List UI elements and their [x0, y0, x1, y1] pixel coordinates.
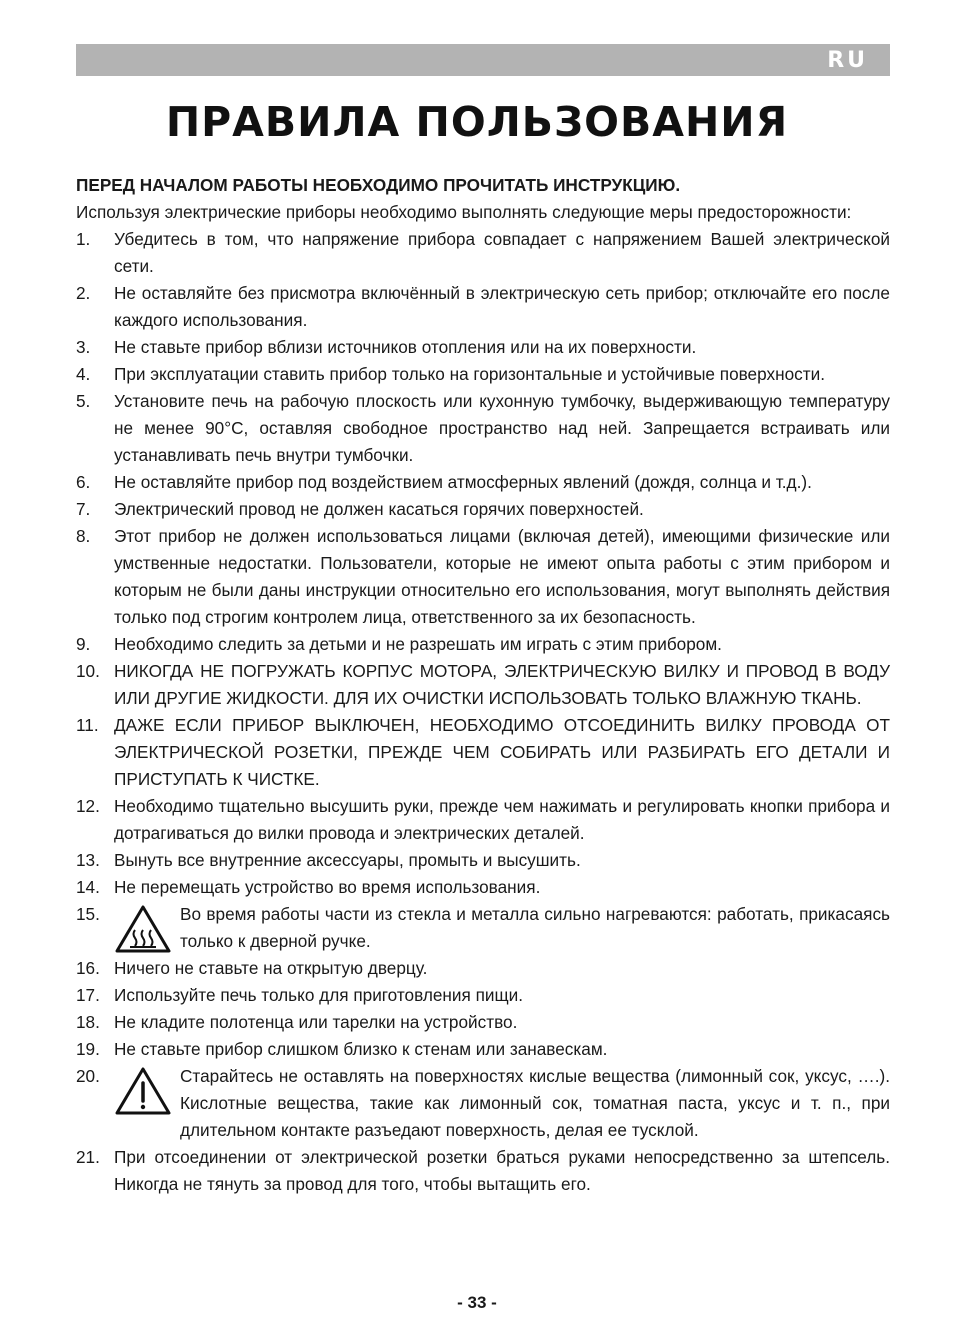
list-item	[76, 874, 890, 901]
list-item	[76, 1144, 890, 1198]
list-item-number: 12.	[76, 796, 100, 816]
header-bar	[76, 44, 890, 76]
list-item-number: 10.	[76, 661, 100, 681]
list-item	[76, 847, 890, 874]
list-item-number: 4.	[76, 364, 91, 384]
list-item-number: 1.	[76, 229, 91, 249]
list-item-number: 11.	[76, 715, 99, 735]
list-item-number: 15.	[76, 904, 100, 924]
list-item	[76, 793, 890, 847]
warning-icon	[114, 1066, 174, 1116]
list-item	[76, 1063, 890, 1144]
subheading: ПЕРЕД НАЧАЛОМ РАБОТЫ НЕОБХОДИМО ПРОЧИТАТЬ ИНСТРУКЦИЮ.	[76, 175, 681, 195]
list-item-text: Необходимо тщательно высушить руки, прежде чем нажимать и регулировать кнопки прибора и дотрагиваться до вилки провода и электрических деталей.	[114, 796, 890, 843]
list-item-number: 8.	[76, 526, 91, 546]
list-item-number: 3.	[76, 337, 91, 357]
list-item-number: 6.	[76, 472, 91, 492]
list-item-text: ДАЖЕ ЕСЛИ ПРИБОР ВЫКЛЮЧЕН, НЕОБХОДИМО ОТСОЕДИНИТЬ ВИЛКУ ПРОВОДА ОТ ЭЛЕКТРИЧЕСКОЙ РОЗЕТКИ, ПРЕЖДЕ ЧЕМ СОБИРАТЬ ИЛИ РАЗБИРАТЬ ЕГО ДЕТАЛИ И ПРИСТУПАТЬ К ЧИСТКЕ.	[114, 715, 890, 789]
list-item	[76, 523, 890, 631]
page-number: - 33 -	[457, 1293, 497, 1312]
list-item	[76, 901, 890, 955]
list-item	[76, 631, 890, 658]
list-item	[76, 361, 890, 388]
list-item-number: 18.	[76, 1012, 100, 1032]
list-item	[76, 658, 890, 712]
list-item	[76, 982, 890, 1009]
list-item-text: Не ставьте прибор слишком близко к стенам или занавескам.	[114, 1039, 608, 1059]
list-item	[76, 955, 890, 982]
list-item-text: Ничего не ставьте на открытую дверцу.	[114, 958, 428, 978]
list-item	[76, 280, 890, 334]
list-item-text: Не перемещать устройство во время использования.	[114, 877, 541, 897]
list-item-text: При отсоединении от электрической розетки браться руками непосредственно за штепсель. Никогда не тянуть за провод для того, чтобы вытащить его.	[114, 1147, 890, 1194]
list-item-text: Во время работы части из стекла и металла сильно нагреваются: работать, прикасаясь только к дверной ручке.	[180, 904, 890, 951]
page-title: ПРАВИЛА ПОЛЬЗОВАНИЯ	[165, 98, 789, 146]
list-item-number: 17.	[76, 985, 100, 1005]
list-item	[76, 226, 890, 280]
list-item-number: 7.	[76, 499, 91, 519]
list-item-text: Вынуть все внутренние аксессуары, промыть и высушить.	[114, 850, 581, 870]
hot-surface-icon	[114, 904, 174, 954]
list-item-text: Не оставляйте без присмотра включённый в электрическую сеть прибор; отключайте его после каждого использования.	[114, 283, 890, 330]
list-item-number: 16.	[76, 958, 100, 978]
list-item	[76, 334, 890, 361]
list-item-text: Не кладите полотенца или тарелки на устройство.	[114, 1012, 518, 1032]
list-item-text: Используйте печь только для приготовления пищи.	[114, 985, 524, 1005]
document-body	[76, 172, 890, 1198]
list-item	[76, 712, 890, 793]
list-item-text: Не ставьте прибор вблизи источников отопления или на их поверхности.	[114, 337, 697, 357]
list-item-number: 9.	[76, 634, 91, 654]
list-item	[76, 469, 890, 496]
list-item	[76, 388, 890, 469]
language-label: RU	[827, 48, 868, 73]
intro-text: Используя электрические приборы необходимо выполнять следующие меры предосторожности:	[76, 202, 852, 222]
list-item-number: 5.	[76, 391, 91, 411]
list-item-text: НИКОГДА НЕ ПОГРУЖАТЬ КОРПУС МОТОРА, ЭЛЕКТРИЧЕСКУЮ ВИЛКУ И ПРОВОД В ВОДУ ИЛИ ДРУГИЕ ЖИДКОСТИ. ДЛЯ ИХ ОЧИСТКИ ИСПОЛЬЗОВАТЬ ТОЛЬКО ВЛАЖНУЮ ТКАНЬ.	[114, 661, 890, 708]
list-item-text: Электрический провод не должен касаться горячих поверхностей.	[114, 499, 644, 519]
list-item-number: 21.	[76, 1147, 100, 1167]
list-item	[76, 1009, 890, 1036]
list-item	[76, 1036, 890, 1063]
list-item-number: 13.	[76, 850, 100, 870]
list-item-number: 19.	[76, 1039, 100, 1059]
list-item-text: Установите печь на рабочую плоскость или кухонную тумбочку, выдерживающую температуру не менее 90°С, оставляя свободное пространство над ней. Запрещается встраивать или устанавливать печь внутри тумбочки.	[114, 391, 890, 465]
list-item-number: 2.	[76, 283, 91, 303]
list-item-text: Этот прибор не должен использоваться лицами (включая детей), имеющими физические или умственные недостатки. Пользователи, которые не имеют опыта работы с этим прибором и которым не были даны инструкции относительно его использования, могут выполнять действия только под строгим контролем лица, ответственного за их безопасность.	[114, 526, 890, 627]
list-item-text: Необходимо следить за детьми и не разрешать им играть с этим прибором.	[114, 634, 722, 654]
list-item	[76, 496, 890, 523]
list-item-text: Убедитесь в том, что напряжение прибора совпадает с напряжением Вашей электрической сети.	[114, 229, 890, 276]
list-item-number: 14.	[76, 877, 100, 897]
rules-list	[76, 226, 890, 1198]
list-item-text: При эксплуатации ставить прибор только на горизонтальные и устойчивые поверхности.	[114, 364, 825, 384]
list-item-text: Старайтесь не оставлять на поверхностях кислые вещества (лимонный сок, уксус, ….). Кислотные вещества, такие как лимонный сок, томатная паста, уксус и т. п., при длительном контакте разъедают поверхность, делая ее тусклой.	[180, 1066, 890, 1140]
list-item-text: Не оставляйте прибор под воздействием атмосферных явлений (дождя, солнца и т.д.).	[114, 472, 812, 492]
list-item-number: 20.	[76, 1066, 100, 1086]
